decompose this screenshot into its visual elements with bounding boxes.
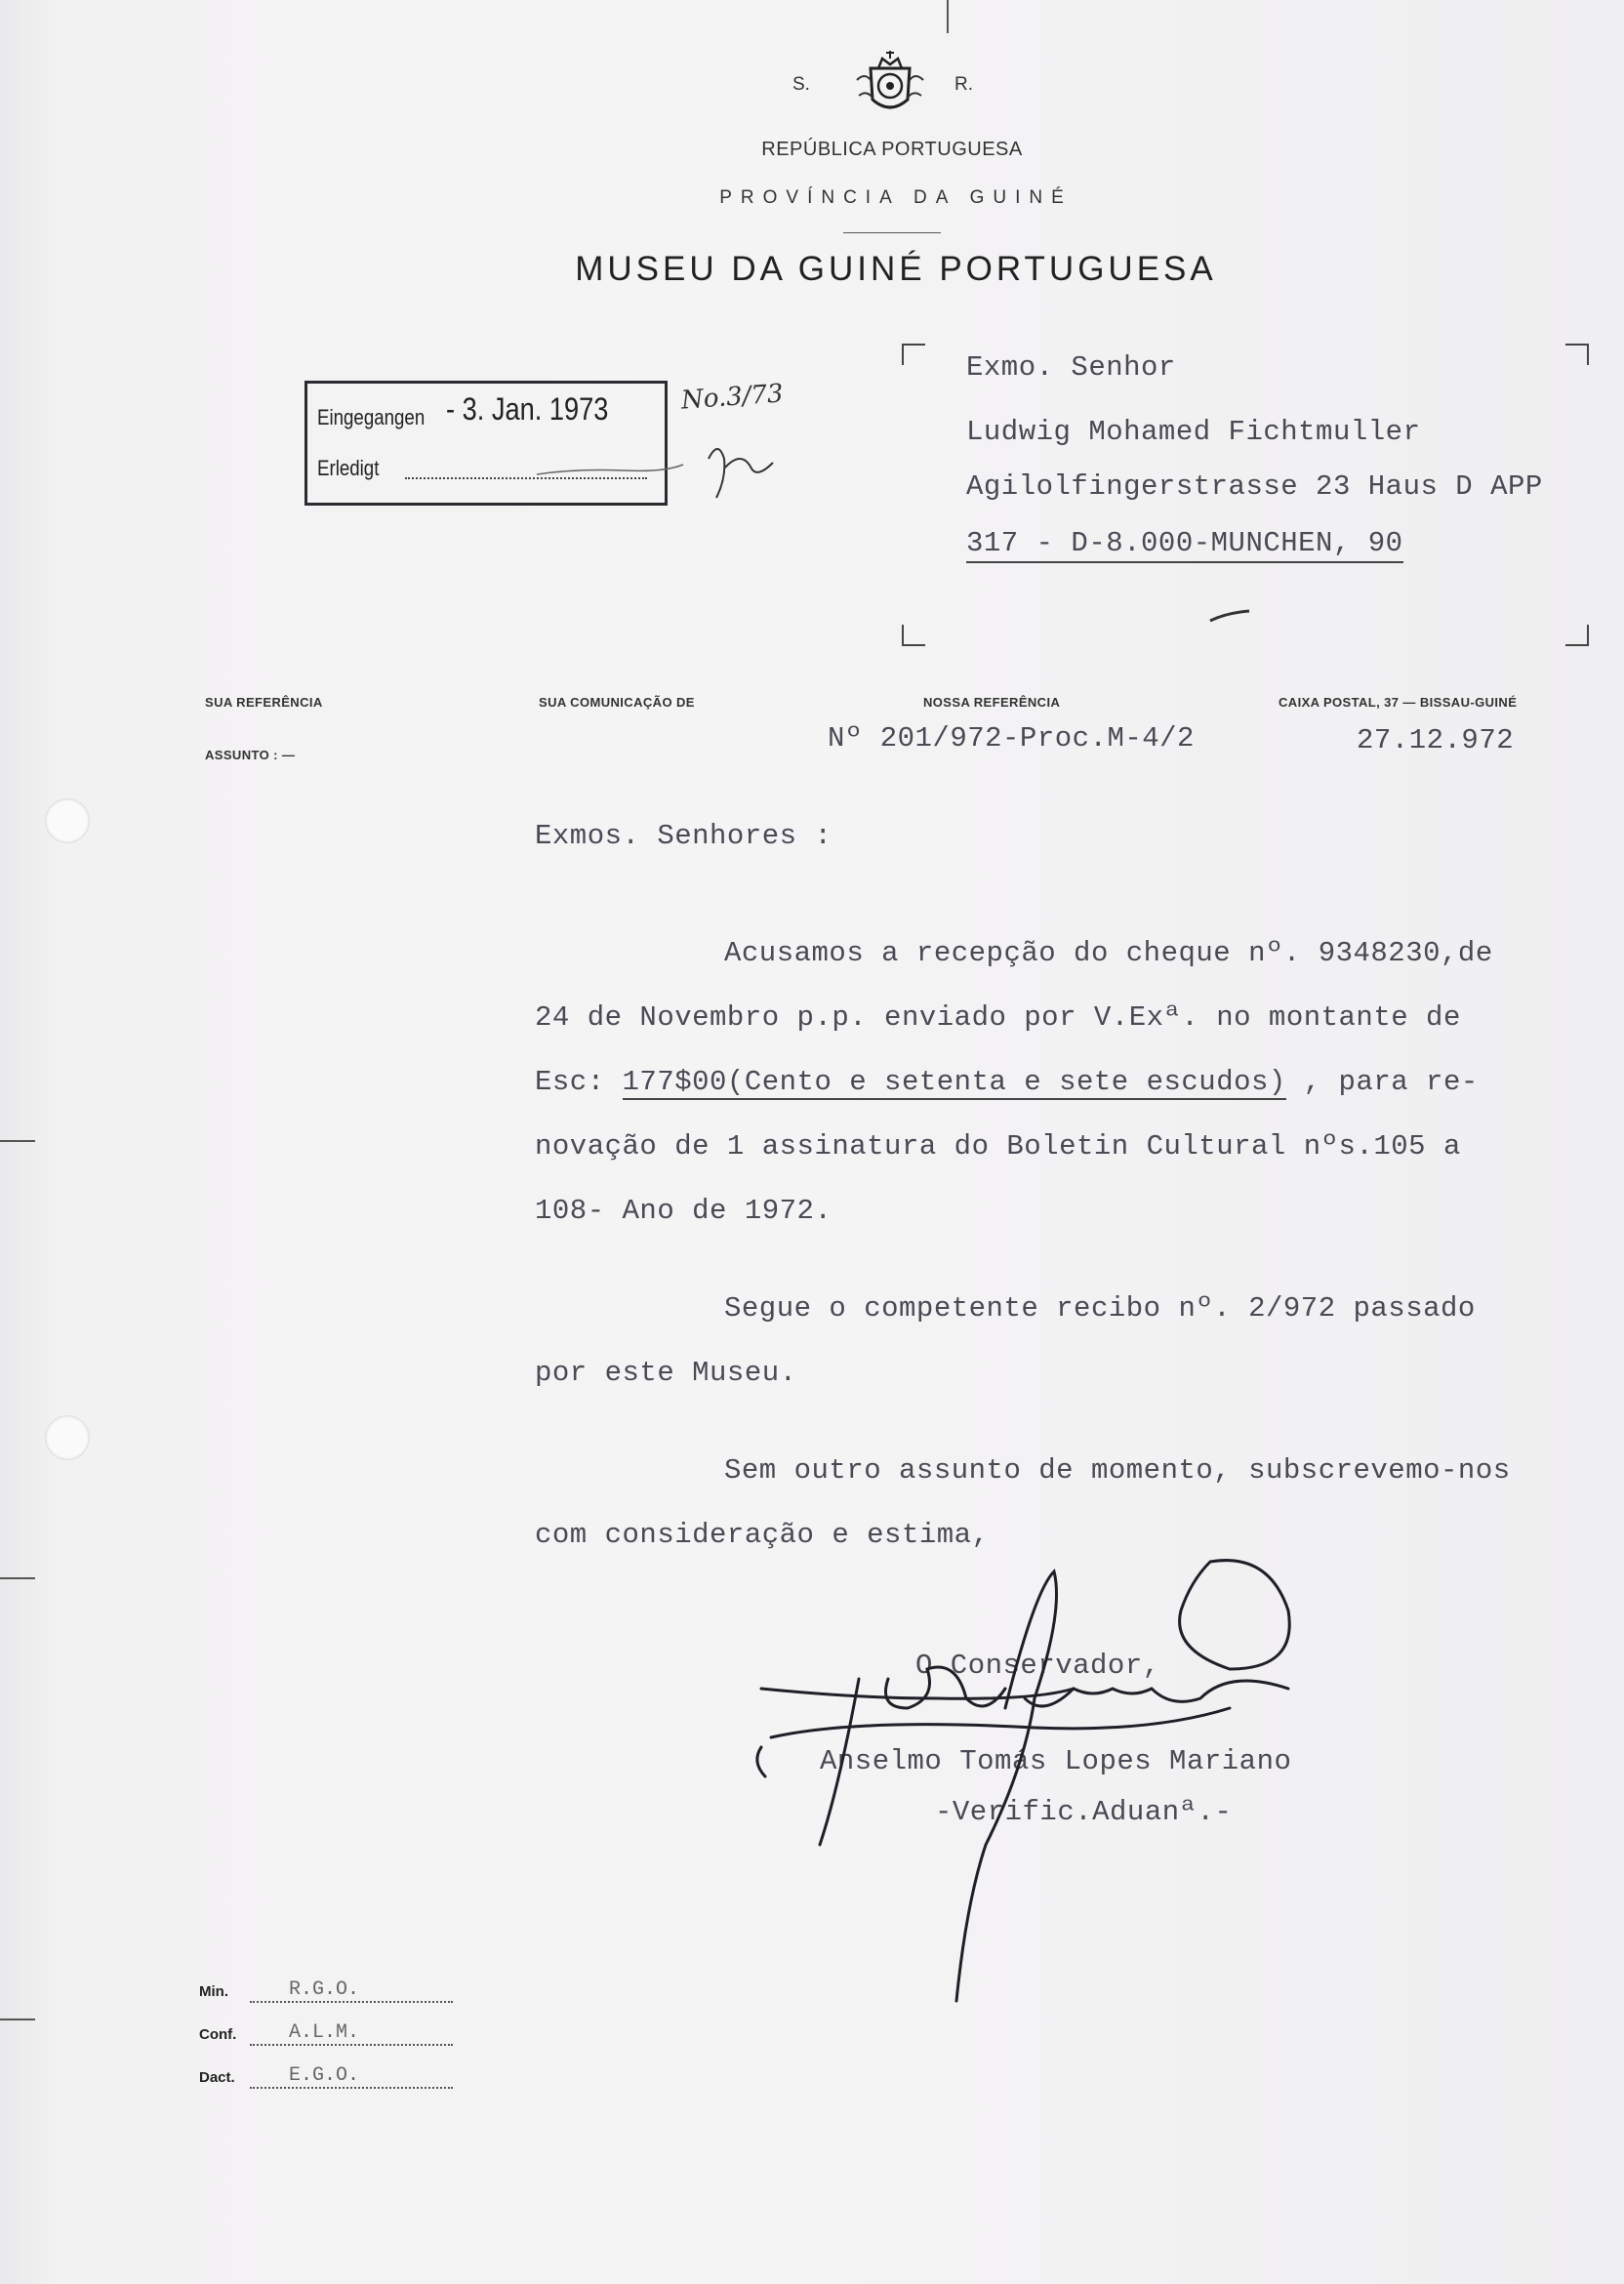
recipient-street: Agilolfingerstrasse 23 Haus D APP (966, 470, 1543, 503)
header-divider (843, 232, 941, 233)
header-country: REPÚBLICA PORTUGUESA (761, 139, 1023, 160)
address-corner-br (1565, 625, 1589, 646)
footer-dact-label: Dact. (199, 2069, 235, 2086)
handwritten-signature (742, 1552, 1347, 2011)
recipient-city: 317 - D-8.000-MUNCHEN, 90 (966, 527, 1403, 563)
letter-date: 27.12.972 (1357, 724, 1515, 756)
stamp-scribble (517, 429, 810, 508)
assunto-label: ASSUNTO : — (205, 748, 296, 762)
footer-conf-label: Conf. (199, 2026, 237, 2043)
header-province: PROVÍNCIA DA GUINÉ (719, 187, 1073, 208)
footer-min-label: Min. (199, 1983, 228, 2000)
body-p1-line5: 108- Ano de 1972. (535, 1195, 832, 1227)
recipient-salutation: Exmo. Senhor (966, 351, 1176, 384)
address-corner-tl (902, 344, 925, 365)
stamp-done-label: Erledigt (317, 456, 380, 480)
stamp-received-label: Eingegangen (317, 405, 426, 429)
handwritten-reference-number: No.3/73 (680, 379, 785, 416)
line3-suffix: , para re- (1285, 1066, 1479, 1098)
fold-mark-3 (0, 2019, 35, 2020)
punch-hole-bottom (45, 1415, 90, 1460)
amount-text: 177$00(Cento e setenta e sete escudos) (622, 1066, 1286, 1098)
body-p3-line1: Sem outro assunto de momento, subscrevemo-nos (724, 1454, 1511, 1487)
body-p3-line2: com consideração e estima, (535, 1519, 990, 1551)
header-institution: MUSEU DA GUINÉ PORTUGUESA (575, 250, 1217, 288)
footer-conf-value: A.L.M. (250, 2020, 453, 2046)
address-corner-tr (1565, 344, 1589, 365)
top-tick (947, 0, 949, 33)
body-p1-line1: Acusamos a recepção do cheque nº. 9348230,de (724, 937, 1493, 969)
signature-name: Anselmo Tomás Lopes Mariano (820, 1745, 1292, 1777)
sua-comunicacao-label: SUA COMUNICAÇÃO DE (539, 695, 695, 710)
nossa-referencia-value: Nº 201/972-Proc.M-4/2 (828, 722, 1195, 755)
coat-of-arms-emblem (851, 51, 929, 121)
recipient-name: Ludwig Mohamed Fichtmuller (966, 416, 1421, 448)
fold-mark-1 (0, 1140, 35, 1142)
body-p1-line4: novação de 1 assinatura do Boletin Cultural nºs.105 a (535, 1130, 1461, 1162)
punch-hole-top (45, 798, 90, 843)
caixa-postal-label: CAIXA POSTAL, 37 — BISSAU-GUINÉ (1279, 695, 1518, 710)
fold-mark-2 (0, 1577, 35, 1579)
currency-prefix: Esc: (535, 1066, 623, 1098)
body-p1-line2: 24 de Novembro p.p. enviado por V.Exª. no montante de (535, 1001, 1461, 1034)
body-greeting: Exmos. Senhores : (535, 820, 832, 852)
address-corner-bl (902, 625, 925, 646)
body-p2-line1: Segue o competente recibo nº. 2/972 passado (724, 1292, 1476, 1325)
body-p2-line2: por este Museu. (535, 1357, 797, 1389)
header-letter-s: S. (792, 74, 810, 95)
nossa-referencia-label: NOSSA REFERÊNCIA (923, 695, 1061, 710)
body-p1-line3 (535, 1066, 1479, 1098)
header-letter-r: R. (954, 74, 973, 95)
sua-referencia-label: SUA REFERÊNCIA (205, 695, 323, 710)
footer-min-value: R.G.O. (250, 1978, 453, 2003)
pen-dash-mark (1206, 605, 1253, 625)
stamp-received-date: - 3. Jan. 1973 (446, 391, 609, 427)
footer-dact-value: E.G.O. (250, 2063, 453, 2089)
signature-title: O Conservador, (915, 1650, 1160, 1682)
signature-role: -Verific.Aduanª.- (935, 1796, 1233, 1828)
